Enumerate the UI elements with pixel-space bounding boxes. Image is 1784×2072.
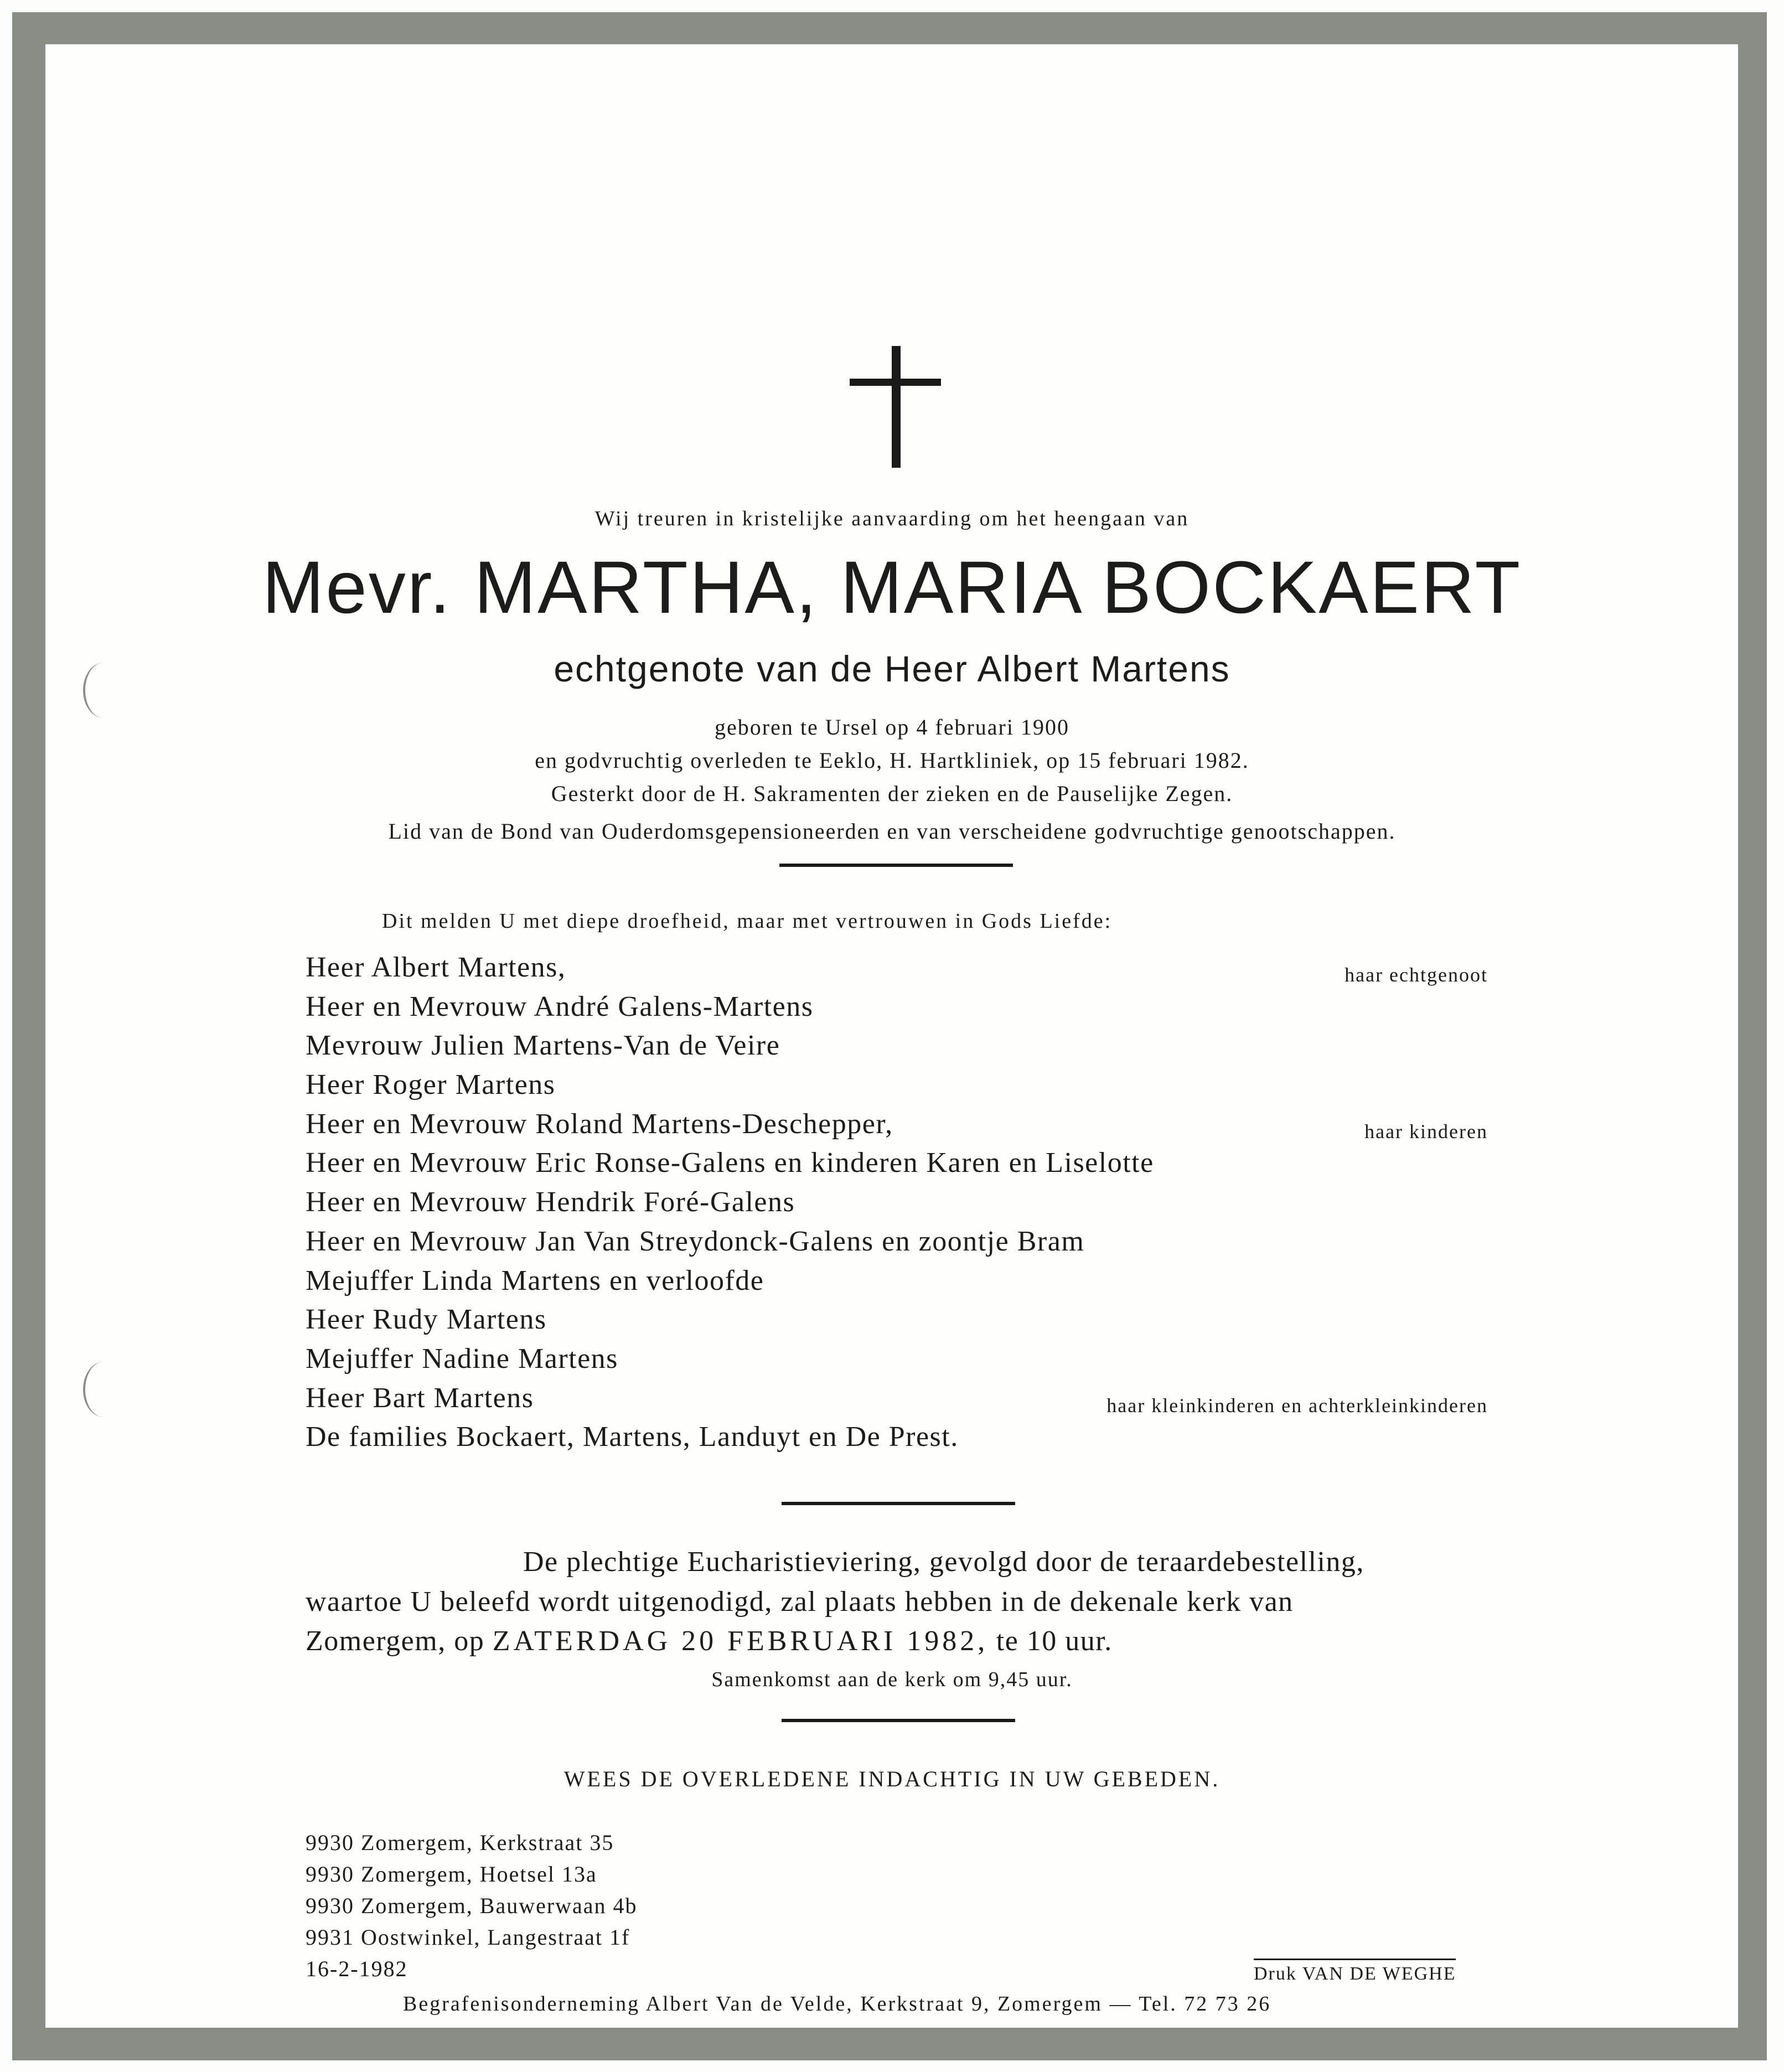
service-line-1: De plechtige Eucharistieviering, gevolgd door de teraardebestelling, [523,1546,1364,1578]
mourner-relation: haar echtgenoot [1345,964,1488,986]
birth-line: geboren te Ursel op 4 februari 1900 [715,715,1069,740]
list-item [306,1108,1488,1147]
prayer-request: WEES DE OVERLEDENE INDACHTIG IN UW GEBEDEN. [563,1766,1221,1791]
list-item [306,1420,1488,1460]
assembly-line: Samenkomst aan de kerk om 9,45 uur. [711,1668,1073,1691]
list-item [306,990,1488,1030]
mourner-name: Mejuffer Linda Martens en verloofde [306,1264,764,1296]
list-item [306,1342,1488,1382]
list-item [306,1029,1488,1068]
address-line: 9931 Oostwinkel, Langestraat 1f [306,1925,630,1950]
announcement: Dit melden U met diepe droefheid, maar met vertrouwen in Gods Liefde: [382,910,1113,933]
mourner-name: Heer Bart Martens [306,1382,534,1414]
mourner-name: Mejuffer Nadine Martens [306,1342,618,1375]
intro-text: Wij treuren in kristelijke aanvaarding om het heengaan van [594,507,1190,530]
list-item [306,1225,1488,1264]
family-addresses [306,1830,638,1956]
membership-line: Lid van de Bond van Ouderdomsgepensioneerden en van verscheidene godvruchtige genootschappen. [388,819,1396,844]
service-line-2: waartoe U beleefd wordt uitgenodigd, zal plaats hebben in de dekenale kerk van [306,1586,1294,1618]
list-item [306,951,1488,990]
sacraments-line: Gesterkt door de H. Sakramenten der zieken en de Pauselijke Zegen. [551,781,1233,806]
list-item [306,1146,1488,1186]
list-item [306,1186,1488,1225]
spouse-line: echtgenote van de Heer Albert Martens [554,648,1230,689]
mourner-name: Heer Albert Martens, [306,952,566,983]
address-line: 9930 Zomergem, Bauwerwaan 4b [306,1893,638,1918]
mourner-name: Heer Rudy Martens [306,1304,547,1336]
mourner-name: Heer en Mevrouw Hendrik Foré-Galens [306,1186,795,1218]
service-place: Zomergem, op [306,1625,485,1657]
mourner-name: De families Bockaert, Martens, Landuyt en De Prest. [306,1421,959,1453]
mourner-name: Heer Roger Martens [306,1069,556,1101]
card-date: 16-2-1982 [306,1956,408,1981]
mourner-name: Heer en Mevrouw Roland Martens-Deschepper, [306,1108,893,1140]
list-item [306,1303,1488,1342]
mourners-list [306,951,1488,1460]
mourner-relation: haar kleinkinderen en achterkleinkinderen [1106,1394,1488,1417]
service-line-3 [306,1625,1488,1657]
divider [779,864,1013,867]
mourner-name: Heer en Mevrouw Jan Van Streydonck-Galens en zoontje Bram [306,1225,1085,1257]
undertaker-line: Begrafenisonderneming Albert Van de Velde, Kerkstraat 9, Zomergem — Tel. 72 73 26 [403,1992,1271,2016]
printer-credit: Druk VAN DE WEGHE [1254,1959,1456,1985]
mourner-name: Heer en Mevrouw André Galens-Martens [306,990,814,1022]
service-time: te 10 uur. [996,1625,1113,1657]
death-line: en godvruchtig overleden te Eeklo, H. Hartkliniek, op 15 februari 1982. [535,748,1249,773]
deceased-name: Mevr. MARTHA, MARIA BOCKAERT [262,546,1522,629]
mourner-relation: haar kinderen [1364,1120,1488,1143]
service-date: ZATERDAG 20 FEBRUARI 1982, [492,1625,989,1657]
list-item [306,1382,1488,1421]
list-item [306,1068,1488,1108]
punch-hole-icon [83,1362,124,1417]
mourner-name: Heer en Mevrouw Eric Ronse-Galens en kinderen Karen en Liselotte [306,1147,1154,1179]
address-line: 9930 Zomergem, Kerkstraat 35 [306,1830,614,1855]
mourner-name: Mevrouw Julien Martens-Van de Veire [306,1030,780,1062]
divider [782,1719,1015,1722]
address-line: 9930 Zomergem, Hoetsel 13a [306,1862,597,1887]
divider [782,1502,1015,1505]
list-item [306,1264,1488,1304]
